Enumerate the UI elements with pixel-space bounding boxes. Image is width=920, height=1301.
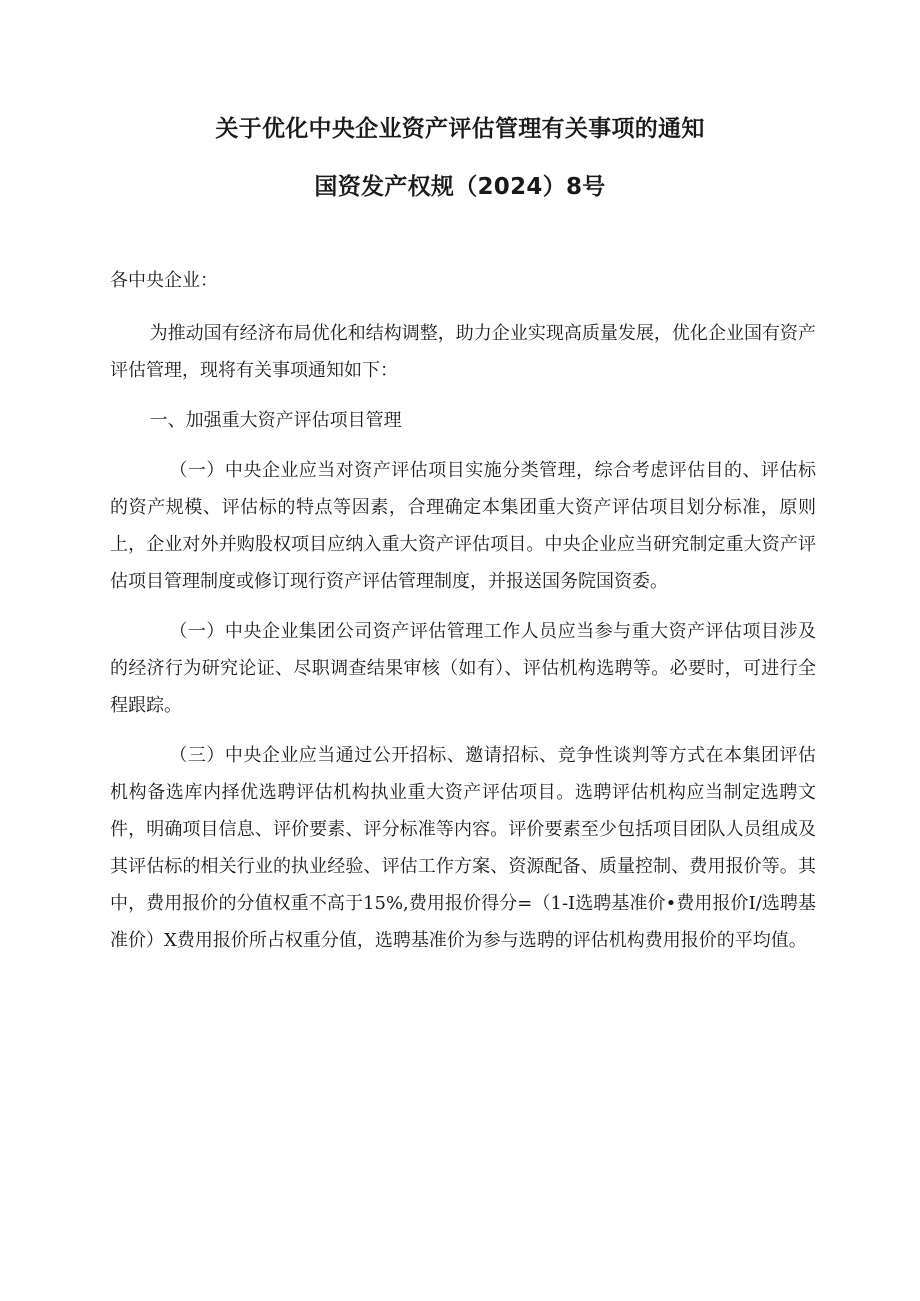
clause-paragraph-3: （三）中央企业应当通过公开招标、邀请招标、竞争性谈判等方式在本集团评估机构备选库内择优选聘评估机构执业重大资产评估项目。选聘评估机构应当制定选聘文件，明确项目信息、评价要素、评分标准等内容。评价要素至少包括项目团队人员组成及其评估标的相关行业的执业经验、评估工作方案、资源配备、质量控制、费用报价等。其中，费用报价的分值权重不高于15%,费用报价得分=（1-I选聘基准价•费用报价I/选聘基准价）X费用报价所占权重分值，选聘基准价为参与选聘的评估机构费用报价的平均值。: [110, 745, 816, 951]
clause-paragraph-1: （一）中央企业应当对资产评估项目实施分类管理，综合考虑评估目的、评估标的资产规模、评估标的特点等因素，合理确定本集团重大资产评估项目划分标准，原则上，企业对外并购股权项目应纳入重大资产评估项目。中央企业应当研究制定重大资产评估项目管理制度或修订现行资产评估管理制度，并报送国务院国资委。: [110, 460, 816, 592]
intro-paragraph: 为推动国有经济布局优化和结构调整，助力企业实现高质量发展，优化企业国有资产评估管理，现将有关事项通知如下：: [110, 323, 816, 381]
clause-paragraph-2: （一）中央企业集团公司资产评估管理工作人员应当参与重大资产评估项目涉及的经济行为研究论证、尽职调查结果审核（如有）、评估机构选聘等。必要时，可进行全程跟踪。: [110, 621, 816, 716]
document-title: 关于优化中央企业资产评估管理有关事项的通知: [215, 116, 705, 142]
section-heading: 一、加强重大资产评估项目管理: [149, 410, 402, 431]
document-number: 国资发产权规（2024）8号: [314, 174, 606, 200]
salutation: 各中央企业：: [110, 270, 218, 291]
document-header: [0, 118, 920, 199]
document-body: [110, 262, 816, 959]
